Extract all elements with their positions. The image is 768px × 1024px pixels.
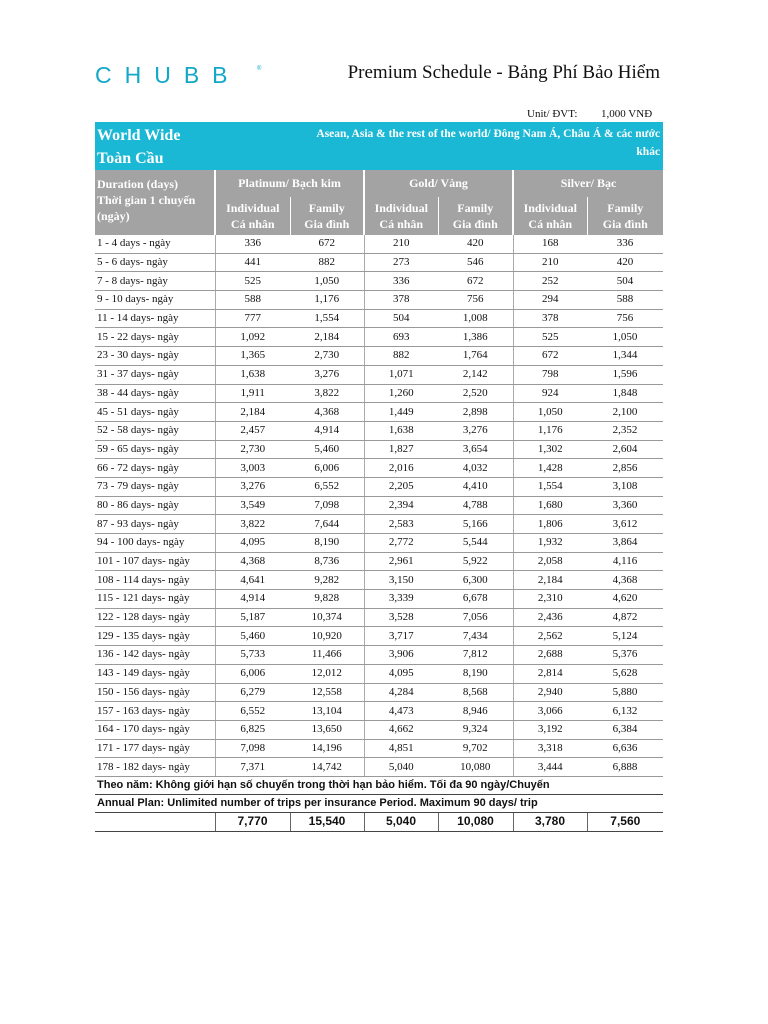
premium-cell: 5,187 xyxy=(215,608,290,627)
table-row xyxy=(95,291,663,310)
premium-cell: 9,702 xyxy=(438,739,513,758)
premium-cell: 336 xyxy=(587,235,663,253)
table-row xyxy=(95,496,663,515)
premium-cell: 2,142 xyxy=(438,365,513,384)
duration-cell: 45 - 51 days- ngày xyxy=(95,403,215,422)
premium-cell: 1,050 xyxy=(587,328,663,347)
premium-cell: 882 xyxy=(364,347,438,366)
premium-cell: 6,006 xyxy=(290,459,364,478)
gold-family-header xyxy=(438,197,513,235)
premium-cell: 1,596 xyxy=(587,365,663,384)
platinum-family-header xyxy=(290,197,364,235)
premium-cell: 6,552 xyxy=(215,702,290,721)
annual-note-en-row xyxy=(95,794,663,812)
premium-cell: 3,318 xyxy=(513,739,587,758)
table-row xyxy=(95,459,663,478)
premium-cell: 4,368 xyxy=(587,571,663,590)
premium-cell: 7,644 xyxy=(290,515,364,534)
table-row xyxy=(95,590,663,609)
duration-cell: 38 - 44 days- ngày xyxy=(95,384,215,403)
duration-cell: 80 - 86 days- ngày xyxy=(95,496,215,515)
premium-cell: 3,360 xyxy=(587,496,663,515)
annual-note-vi-row xyxy=(95,776,663,794)
premium-cell: 5,376 xyxy=(587,646,663,665)
premium-cell: 4,473 xyxy=(364,702,438,721)
premium-cell: 6,678 xyxy=(438,590,513,609)
silver-family-header xyxy=(587,197,663,235)
premium-cell: 4,620 xyxy=(587,590,663,609)
annual-premium-cell: 10,080 xyxy=(438,812,513,831)
premium-cell: 8,568 xyxy=(438,683,513,702)
premium-cell: 168 xyxy=(513,235,587,253)
premium-cell: 8,736 xyxy=(290,552,364,571)
premium-cell: 3,864 xyxy=(587,534,663,553)
premium-cell: 7,098 xyxy=(215,739,290,758)
page-title: Premium Schedule - Bảng Phí Bảo Hiểm xyxy=(347,62,660,83)
premium-cell: 2,184 xyxy=(215,403,290,422)
premium-cell: 4,914 xyxy=(290,421,364,440)
table-row xyxy=(95,440,663,459)
premium-cell: 4,872 xyxy=(587,608,663,627)
premium-cell: 210 xyxy=(364,235,438,253)
annual-empty-cell xyxy=(95,812,215,831)
premium-cell: 12,558 xyxy=(290,683,364,702)
duration-cell: 150 - 156 days- ngày xyxy=(95,683,215,702)
premium-cell: 777 xyxy=(215,309,290,328)
premium-cell: 4,368 xyxy=(215,552,290,571)
annual-premium-cell: 7,560 xyxy=(587,812,663,831)
premium-cell: 1,428 xyxy=(513,459,587,478)
premium-cell: 11,466 xyxy=(290,646,364,665)
table-row xyxy=(95,365,663,384)
premium-cell: 6,552 xyxy=(290,477,364,496)
family-label-en: Family xyxy=(457,201,494,215)
annual-premium-cell: 15,540 xyxy=(290,812,364,831)
silver-individual-header xyxy=(513,197,587,235)
table-row xyxy=(95,403,663,422)
region-name-vi: Toàn Cầu xyxy=(97,150,164,167)
premium-cell: 8,190 xyxy=(290,534,364,553)
premium-cell: 336 xyxy=(215,235,290,253)
table-row xyxy=(95,477,663,496)
premium-cell: 1,176 xyxy=(290,291,364,310)
premium-cell: 2,562 xyxy=(513,627,587,646)
premium-cell: 5,040 xyxy=(364,758,438,777)
premium-cell: 14,742 xyxy=(290,758,364,777)
duration-cell: 5 - 6 days- ngày xyxy=(95,253,215,272)
premium-cell: 3,654 xyxy=(438,440,513,459)
premium-cell: 3,549 xyxy=(215,496,290,515)
duration-cell: 136 - 142 days- ngày xyxy=(95,646,215,665)
premium-cell: 4,116 xyxy=(587,552,663,571)
premium-cell: 420 xyxy=(587,253,663,272)
duration-cell: 115 - 121 days- ngày xyxy=(95,590,215,609)
premium-cell: 1,827 xyxy=(364,440,438,459)
table-row xyxy=(95,627,663,646)
premium-cell: 9,282 xyxy=(290,571,364,590)
table-row xyxy=(95,347,663,366)
premium-cell: 1,386 xyxy=(438,328,513,347)
premium-cell: 546 xyxy=(438,253,513,272)
duration-cell: 143 - 149 days- ngày xyxy=(95,664,215,683)
premium-cell: 5,628 xyxy=(587,664,663,683)
premium-cell: 2,352 xyxy=(587,421,663,440)
premium-cell: 6,006 xyxy=(215,664,290,683)
premium-cell: 756 xyxy=(587,309,663,328)
duration-cell: 157 - 163 days- ngày xyxy=(95,702,215,721)
region-description: Asean, Asia & the rest of the world/ Đông Nam Á, Châu Á & các nước khác xyxy=(316,128,661,158)
premium-cell: 6,825 xyxy=(215,720,290,739)
premium-cell: 4,410 xyxy=(438,477,513,496)
family-label-vi: Gia đình xyxy=(602,217,648,231)
premium-cell: 14,196 xyxy=(290,739,364,758)
premium-cell: 1,911 xyxy=(215,384,290,403)
premium-cell: 3,906 xyxy=(364,646,438,665)
region-row xyxy=(95,122,663,170)
premium-cell: 2,394 xyxy=(364,496,438,515)
duration-cell: 94 - 100 days- ngày xyxy=(95,534,215,553)
premium-cell: 10,080 xyxy=(438,758,513,777)
premium-cell: 1,071 xyxy=(364,365,438,384)
duration-cell: 129 - 135 days- ngày xyxy=(95,627,215,646)
premium-cell: 3,150 xyxy=(364,571,438,590)
premium-cell: 6,636 xyxy=(587,739,663,758)
premium-cell: 2,856 xyxy=(587,459,663,478)
duration-cell: 31 - 37 days- ngày xyxy=(95,365,215,384)
premium-cell: 3,444 xyxy=(513,758,587,777)
annual-note-en: Annual Plan: Unlimited number of trips per insurance Period. Maximum 90 days/ trip xyxy=(95,794,663,812)
premium-cell: 2,310 xyxy=(513,590,587,609)
individual-label-en: Individual xyxy=(523,201,577,215)
premium-cell: 798 xyxy=(513,365,587,384)
premium-cell: 3,717 xyxy=(364,627,438,646)
premium-cell: 1,848 xyxy=(587,384,663,403)
premium-cell: 525 xyxy=(215,272,290,291)
premium-cell: 2,688 xyxy=(513,646,587,665)
premium-cell: 588 xyxy=(215,291,290,310)
annual-premium-cell: 5,040 xyxy=(364,812,438,831)
premium-cell: 294 xyxy=(513,291,587,310)
platinum-individual-header xyxy=(215,197,290,235)
premium-cell: 4,368 xyxy=(290,403,364,422)
premium-cell: 1,260 xyxy=(364,384,438,403)
premium-cell: 756 xyxy=(438,291,513,310)
premium-cell: 7,056 xyxy=(438,608,513,627)
table-row xyxy=(95,571,663,590)
premium-cell: 1,176 xyxy=(513,421,587,440)
premium-cell: 924 xyxy=(513,384,587,403)
premium-table xyxy=(95,122,663,832)
premium-cell: 2,457 xyxy=(215,421,290,440)
annual-values-row xyxy=(95,812,663,831)
family-label-en: Family xyxy=(308,201,345,215)
table-row xyxy=(95,421,663,440)
premium-cell: 13,104 xyxy=(290,702,364,721)
family-label-en: Family xyxy=(607,201,644,215)
premium-cell: 4,095 xyxy=(215,534,290,553)
premium-cell: 2,814 xyxy=(513,664,587,683)
premium-cell: 1,050 xyxy=(290,272,364,291)
premium-cell: 2,940 xyxy=(513,683,587,702)
premium-cell: 10,920 xyxy=(290,627,364,646)
annual-note-vi: Theo năm: Không giới hạn số chuyến trong thời hạn bảo hiểm. Tối đa 90 ngày/Chuyến xyxy=(95,776,663,794)
duration-header xyxy=(95,170,215,235)
individual-label-en: Individual xyxy=(226,201,280,215)
region-description-cell xyxy=(290,122,663,170)
premium-cell: 693 xyxy=(364,328,438,347)
table-row xyxy=(95,272,663,291)
premium-cell: 2,583 xyxy=(364,515,438,534)
premium-cell: 2,184 xyxy=(513,571,587,590)
table-row xyxy=(95,683,663,702)
premium-cell: 5,460 xyxy=(215,627,290,646)
duration-cell: 52 - 58 days- ngày xyxy=(95,421,215,440)
duration-cell: 1 - 4 days - ngày xyxy=(95,235,215,253)
premium-cell: 3,612 xyxy=(587,515,663,534)
table-row xyxy=(95,720,663,739)
duration-cell: 15 - 22 days- ngày xyxy=(95,328,215,347)
premium-cell: 252 xyxy=(513,272,587,291)
premium-cell: 2,436 xyxy=(513,608,587,627)
premium-cell: 5,922 xyxy=(438,552,513,571)
plan-platinum-header: Platinum/ Bạch kim xyxy=(215,170,364,197)
individual-label-vi: Cá nhân xyxy=(379,217,424,231)
region-name-cell xyxy=(95,122,290,170)
duration-cell: 171 - 177 days- ngày xyxy=(95,739,215,758)
family-label-vi: Gia đình xyxy=(452,217,498,231)
duration-header-en: Duration (days) xyxy=(97,177,179,191)
premium-cell: 4,851 xyxy=(364,739,438,758)
premium-cell: 1,806 xyxy=(513,515,587,534)
premium-cell: 1,008 xyxy=(438,309,513,328)
table-row xyxy=(95,608,663,627)
premium-cell: 2,772 xyxy=(364,534,438,553)
table-row xyxy=(95,646,663,665)
premium-cell: 672 xyxy=(438,272,513,291)
premium-cell: 1,365 xyxy=(215,347,290,366)
region-name-en: World Wide xyxy=(97,127,181,144)
premium-cell: 672 xyxy=(290,235,364,253)
premium-cell: 3,066 xyxy=(513,702,587,721)
duration-cell: 87 - 93 days- ngày xyxy=(95,515,215,534)
premium-cell: 882 xyxy=(290,253,364,272)
premium-cell: 9,324 xyxy=(438,720,513,739)
premium-cell: 4,641 xyxy=(215,571,290,590)
table-row xyxy=(95,702,663,721)
premium-cell: 1,302 xyxy=(513,440,587,459)
duration-cell: 178 - 182 days- ngày xyxy=(95,758,215,777)
table-row xyxy=(95,739,663,758)
plan-header-row xyxy=(95,170,663,197)
table-row xyxy=(95,309,663,328)
table-row xyxy=(95,328,663,347)
premium-cell: 588 xyxy=(587,291,663,310)
table-row xyxy=(95,515,663,534)
premium-cell: 5,880 xyxy=(587,683,663,702)
premium-cell: 1,638 xyxy=(364,421,438,440)
premium-cell: 2,730 xyxy=(215,440,290,459)
premium-cell: 9,828 xyxy=(290,590,364,609)
individual-label-en: Individual xyxy=(374,201,428,215)
premium-cell: 3,822 xyxy=(215,515,290,534)
premium-cell: 5,733 xyxy=(215,646,290,665)
table-row xyxy=(95,758,663,777)
premium-cell: 1,932 xyxy=(513,534,587,553)
duration-cell: 7 - 8 days- ngày xyxy=(95,272,215,291)
premium-cell: 7,371 xyxy=(215,758,290,777)
premium-cell: 378 xyxy=(364,291,438,310)
premium-cell: 2,604 xyxy=(587,440,663,459)
premium-cell: 2,898 xyxy=(438,403,513,422)
duration-cell: 164 - 170 days- ngày xyxy=(95,720,215,739)
duration-cell: 59 - 65 days- ngày xyxy=(95,440,215,459)
table-row xyxy=(95,552,663,571)
premium-cell: 504 xyxy=(587,272,663,291)
premium-cell: 1,764 xyxy=(438,347,513,366)
premium-cell: 672 xyxy=(513,347,587,366)
premium-cell: 1,344 xyxy=(587,347,663,366)
premium-cell: 3,192 xyxy=(513,720,587,739)
premium-cell: 4,284 xyxy=(364,683,438,702)
premium-cell: 3,339 xyxy=(364,590,438,609)
premium-cell: 2,205 xyxy=(364,477,438,496)
table-row xyxy=(95,253,663,272)
premium-cell: 2,016 xyxy=(364,459,438,478)
premium-cell: 3,276 xyxy=(215,477,290,496)
premium-cell: 6,888 xyxy=(587,758,663,777)
premium-cell: 8,946 xyxy=(438,702,513,721)
premium-cell: 1,050 xyxy=(513,403,587,422)
premium-cell: 2,100 xyxy=(587,403,663,422)
table-row xyxy=(95,534,663,553)
premium-cell: 4,095 xyxy=(364,664,438,683)
premium-cell: 4,662 xyxy=(364,720,438,739)
premium-cell: 2,961 xyxy=(364,552,438,571)
premium-cell: 273 xyxy=(364,253,438,272)
premium-cell: 336 xyxy=(364,272,438,291)
plan-silver-header: Silver/ Bạc xyxy=(513,170,663,197)
duration-cell: 122 - 128 days- ngày xyxy=(95,608,215,627)
premium-cell: 3,276 xyxy=(438,421,513,440)
premium-cell: 12,012 xyxy=(290,664,364,683)
annual-premium-cell: 7,770 xyxy=(215,812,290,831)
premium-cell: 1,680 xyxy=(513,496,587,515)
table-row xyxy=(95,664,663,683)
duration-cell: 101 - 107 days- ngày xyxy=(95,552,215,571)
premium-cell: 1,554 xyxy=(290,309,364,328)
family-label-vi: Gia đình xyxy=(304,217,350,231)
premium-cell: 6,132 xyxy=(587,702,663,721)
premium-cell: 4,788 xyxy=(438,496,513,515)
duration-cell: 23 - 30 days- ngày xyxy=(95,347,215,366)
premium-cell: 420 xyxy=(438,235,513,253)
unit-label: Unit/ ĐVT: xyxy=(527,108,578,120)
duration-cell: 9 - 10 days- ngày xyxy=(95,291,215,310)
premium-cell: 1,449 xyxy=(364,403,438,422)
premium-cell: 2,058 xyxy=(513,552,587,571)
premium-cell: 7,812 xyxy=(438,646,513,665)
table-row xyxy=(95,235,663,253)
premium-cell: 504 xyxy=(364,309,438,328)
premium-cell: 5,544 xyxy=(438,534,513,553)
duration-cell: 66 - 72 days- ngày xyxy=(95,459,215,478)
premium-cell: 1,554 xyxy=(513,477,587,496)
premium-cell: 7,434 xyxy=(438,627,513,646)
duration-cell: 73 - 79 days- ngày xyxy=(95,477,215,496)
premium-cell: 7,098 xyxy=(290,496,364,515)
premium-cell: 3,108 xyxy=(587,477,663,496)
premium-cell: 2,730 xyxy=(290,347,364,366)
premium-cell: 3,528 xyxy=(364,608,438,627)
premium-cell: 13,650 xyxy=(290,720,364,739)
premium-cell: 3,822 xyxy=(290,384,364,403)
premium-cell: 1,638 xyxy=(215,365,290,384)
chubb-logo: CHUBB xyxy=(95,62,241,88)
premium-cell: 6,300 xyxy=(438,571,513,590)
premium-cell: 8,190 xyxy=(438,664,513,683)
premium-cell: 3,003 xyxy=(215,459,290,478)
individual-label-vi: Cá nhân xyxy=(230,217,275,231)
premium-cell: 3,276 xyxy=(290,365,364,384)
premium-cell: 441 xyxy=(215,253,290,272)
gold-individual-header xyxy=(364,197,438,235)
premium-cell: 2,520 xyxy=(438,384,513,403)
table-row xyxy=(95,384,663,403)
unit-value: 1,000 VNĐ xyxy=(601,108,653,120)
plan-gold-header: Gold/ Vàng xyxy=(364,170,513,197)
duration-cell: 108 - 114 days- ngày xyxy=(95,571,215,590)
premium-cell: 1,092 xyxy=(215,328,290,347)
premium-cell: 525 xyxy=(513,328,587,347)
premium-cell: 6,384 xyxy=(587,720,663,739)
premium-cell: 2,184 xyxy=(290,328,364,347)
premium-cell: 378 xyxy=(513,309,587,328)
premium-cell: 10,374 xyxy=(290,608,364,627)
premium-cell: 6,279 xyxy=(215,683,290,702)
duration-header-vi: Thời gian 1 chuyến (ngày) xyxy=(97,193,196,223)
premium-cell: 5,166 xyxy=(438,515,513,534)
registered-mark: ® xyxy=(257,66,262,72)
premium-cell: 5,124 xyxy=(587,627,663,646)
premium-cell: 210 xyxy=(513,253,587,272)
individual-label-vi: Cá nhân xyxy=(528,217,573,231)
duration-cell: 11 - 14 days- ngày xyxy=(95,309,215,328)
premium-cell: 4,032 xyxy=(438,459,513,478)
premium-cell: 5,460 xyxy=(290,440,364,459)
premium-cell: 4,914 xyxy=(215,590,290,609)
annual-premium-cell: 3,780 xyxy=(513,812,587,831)
